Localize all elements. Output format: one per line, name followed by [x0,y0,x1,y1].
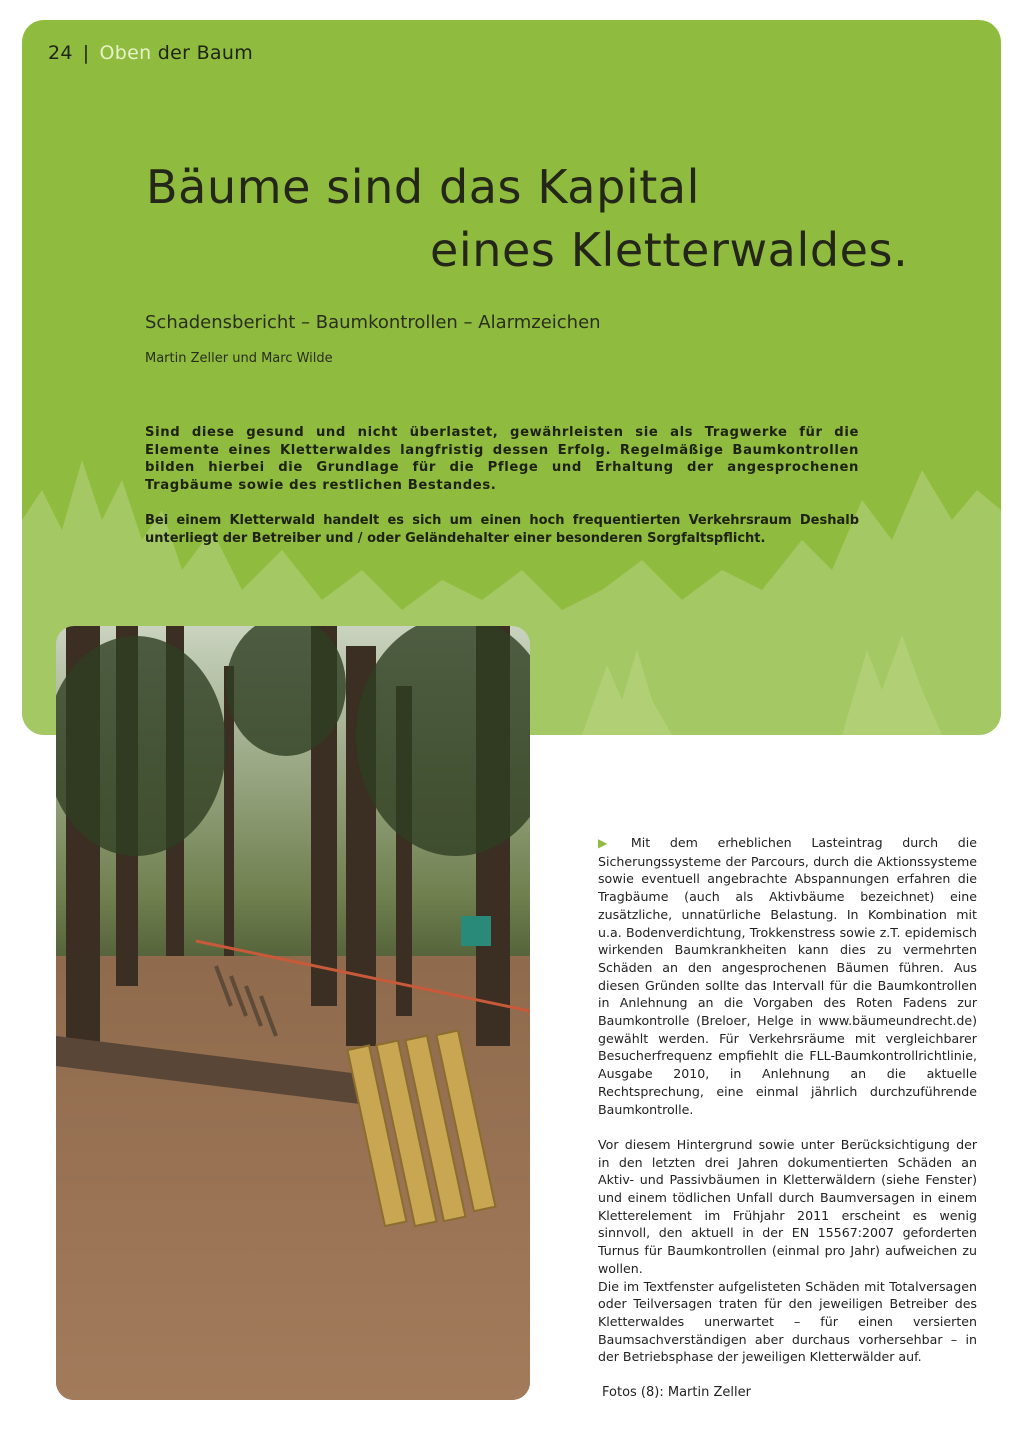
section-highlight: Oben [99,42,152,64]
forest-photo-illustration [56,626,530,1400]
body-paragraph-1: ▶ Mit dem erheblichen Lasteintrag durch die Sicherungssysteme der Parcours, durch die Aktionssysteme sowie eventuell angebrachte Abspannungen erfahren die Tragbäume (auch als Aktivbäume bezeichnet) eine zusätzliche, unnatürliche Belastung. In Kombination mit u.a. Bodenverdichtung, Trokkenstress sowie z.T. epidemisch wirkenden Baumkrankheiten kann dies zu vermehrten Schäden an den angesprochenen Bäumen führen. Aus diesen Gründen sollte das Intervall für die Baumkontrollen in Anlehnung an die Vorgaben des Roten Fadens zur Baumkontrolle (Breloer, Helge in www.bäumeundrecht.de) gewählt werden. Für Verkehrsräume mit vergleichbarer Besucherfrequenz empfiehlt die FLL-Baumkontrollrichtlinie, Ausgabe 2010, in Anlehnung an die aktuelle Rechtsprechung, eine einmal jährlich durchzuführende Baumkontrolle. [598,835,977,1117]
body-paragraph-2: Vor diesem Hintergrund sowie unter Berücksichtigung der in den letzten drei Jahren dokumentierten Schäden an Aktiv- und Passivbäumen in Kletterwäldern (siehe Fenster) und einem tödlichen Unfall durch Baumversagen in einem Kletterelement im Frühjahr 2011 erscheint es wenig sinnvoll, den aktuell in der EN 15567:2007 geforderten Turnus für Baumkontrollen (einmal pro Jahr) aufweichen zu wollen. [598,1136,977,1276]
forest-photo [56,626,530,1400]
article-title-line2: eines Kletterwaldes. [430,223,909,277]
running-header [48,42,253,64]
article-title-line1: Bäume sind das Kapital [146,160,701,214]
photo-credit: Fotos (8): Martin Zeller [602,1385,751,1400]
intro-paragraph-1: Sind diese gesund und nicht überlastet, gewährleisten sie als Tragwerke für die Elemente eines Kletterwaldes langfristig dessen Erfolg. Regelmäßige Baumkontrollen bilden hierbei die Grundlage für die Pflege und Erhaltung der angesprochenen Tragbäume sowie des restlichen Bestandes. [145,425,859,493]
body-text-column [598,834,977,1366]
article-authors: Martin Zeller und Marc Wilde [145,351,333,366]
page-number: 24 [48,42,73,64]
intro-paragraph-2: Bei einem Kletterwald handelt es sich um einen hoch frequentierten Verkehrsraum Deshalb unterliegt der Betreiber und / oder Geländehalter einer besonderen Sorgfaltspflicht. [145,513,859,546]
body-paragraph-3: Die im Textfenster aufgelisteten Schäden mit Totalversagen oder Teilversagen traten für den jeweiligen Betreiber des Kletterwaldes unerwartet – für einen versierten Baumsachverständigen aber durchaus vorhersehbar – in der Betriebsphase der jeweiligen Kletterwälder auf. [598,1278,977,1365]
article-subtitle: Schadensbericht – Baumkontrollen – Alarmzeichen [145,312,601,333]
triangle-arrow-icon: ▶ [598,836,623,850]
section-name: der Baum [151,42,254,64]
header-separator: | [82,42,90,64]
